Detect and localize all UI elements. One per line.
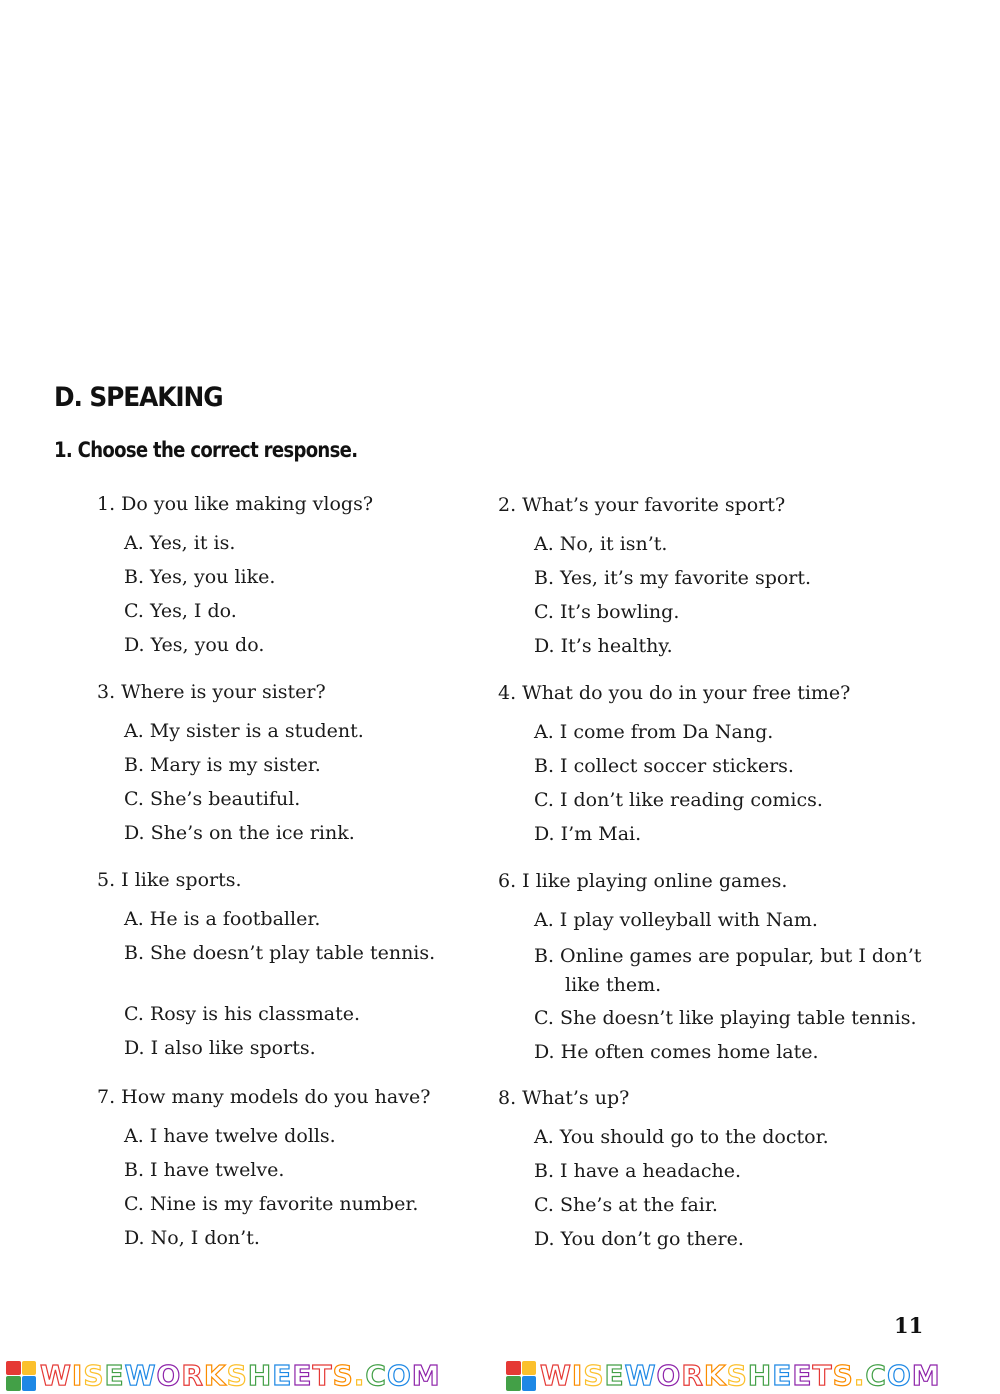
question-prompt: 5. I like sports. <box>97 869 242 891</box>
option-b[interactable]: B. I have a headache. <box>534 1160 741 1182</box>
watermark-footer <box>0 1357 1000 1394</box>
question-prompt: 1. Do you like making vlogs? <box>97 493 374 515</box>
option-b[interactable]: B. Online games are popular, but I don’t like them. <box>534 945 922 996</box>
option-d[interactable]: D. She’s on the ice rink. <box>124 822 355 844</box>
option-d[interactable]: D. It’s healthy. <box>534 635 673 657</box>
option-c[interactable]: C. Yes, I do. <box>124 600 237 622</box>
question-4 <box>498 681 938 856</box>
option-c[interactable]: C. She’s beautiful. <box>124 788 301 810</box>
section-title: D. SPEAKING <box>54 382 223 413</box>
question-3 <box>97 680 537 855</box>
option-a[interactable]: A. My sister is a student. <box>124 720 364 742</box>
wise-logo-icon <box>6 1361 36 1391</box>
option-d[interactable]: D. Yes, you do. <box>124 634 265 656</box>
option-b[interactable]: B. Yes, it’s my favorite sport. <box>534 567 812 589</box>
watermark-group <box>0 1359 500 1392</box>
option-a[interactable]: A. You should go to the doctor. <box>534 1126 829 1148</box>
option-b[interactable]: B. Mary is my sister. <box>124 754 321 776</box>
question-prompt: 4. What do you do in your free time? <box>498 682 851 704</box>
option-b[interactable]: B. Yes, you like. <box>124 566 276 588</box>
option-c[interactable]: C. It’s bowling. <box>534 601 680 623</box>
option-d[interactable]: D. I also like sports. <box>124 1037 316 1059</box>
option-c[interactable]: C. I don’t like reading comics. <box>534 789 823 811</box>
watermark-text: WISEWORKSHEETS.COM <box>40 1359 441 1392</box>
option-c[interactable]: C. Rosy is his classmate. <box>124 1003 360 1025</box>
question-prompt: 6. I like playing online games. <box>498 870 788 892</box>
question-8 <box>498 1086 938 1261</box>
question-5 <box>97 868 537 1070</box>
option-c[interactable]: C. She’s at the fair. <box>534 1194 718 1216</box>
question-7 <box>97 1085 537 1260</box>
option-b[interactable]: B. She doesn’t play table tennis. <box>124 942 436 964</box>
question-6 <box>498 869 938 1074</box>
option-a[interactable]: A. I have twelve dolls. <box>124 1125 336 1147</box>
option-d[interactable]: D. He often comes home late. <box>534 1041 819 1063</box>
watermark-text: WISEWORKSHEETS.COM <box>540 1359 941 1392</box>
option-a[interactable]: A. I come from Da Nang. <box>534 721 774 743</box>
option-a[interactable]: A. Yes, it is. <box>124 532 236 554</box>
wise-logo-icon <box>506 1361 536 1391</box>
option-b[interactable]: B. I have twelve. <box>124 1159 285 1181</box>
option-b[interactable]: B. I collect soccer stickers. <box>534 755 794 777</box>
question-prompt: 7. How many models do you have? <box>97 1086 431 1108</box>
question-prompt: 3. Where is your sister? <box>97 681 326 703</box>
option-a[interactable]: A. No, it isn’t. <box>534 533 668 555</box>
option-d[interactable]: D. I’m Mai. <box>534 823 642 845</box>
question-prompt: 2. What’s your favorite sport? <box>498 494 786 516</box>
option-d[interactable]: D. No, I don’t. <box>124 1227 260 1249</box>
option-c[interactable]: C. Nine is my favorite number. <box>124 1193 419 1215</box>
option-a[interactable]: A. I play volleyball with Nam. <box>534 909 818 931</box>
exercise-title: 1. Choose the correct response. <box>54 438 358 462</box>
question-prompt: 8. What’s up? <box>498 1087 630 1109</box>
page-number: 11 <box>894 1313 924 1338</box>
option-c[interactable]: C. She doesn’t like playing table tennis. <box>534 1007 917 1029</box>
question-1 <box>97 492 537 667</box>
watermark-group <box>500 1359 1000 1392</box>
question-2 <box>498 493 938 668</box>
option-d[interactable]: D. You don’t go there. <box>534 1228 744 1250</box>
option-a[interactable]: A. He is a footballer. <box>124 908 321 930</box>
